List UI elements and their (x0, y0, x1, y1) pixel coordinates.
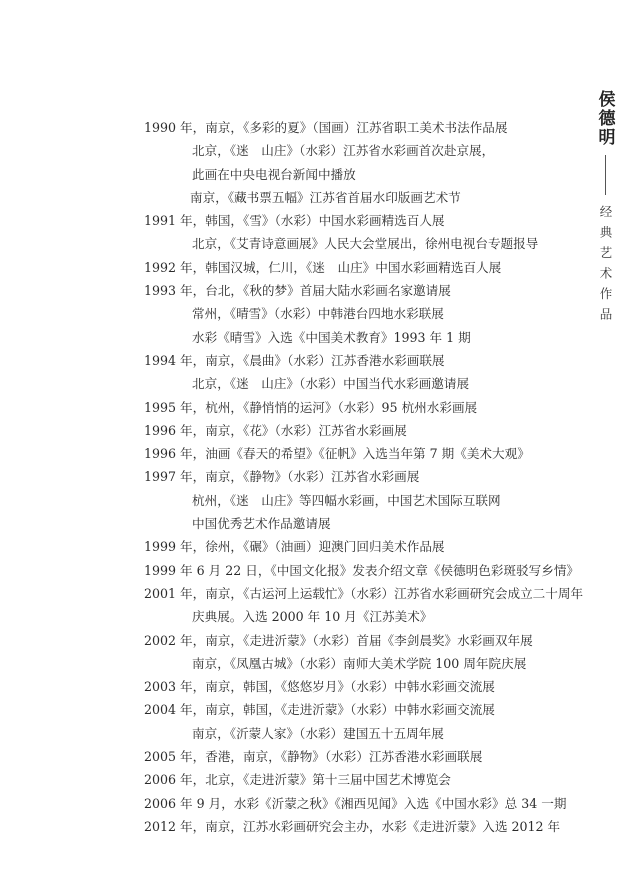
chronology-line: 北京，《迷 山庄》（水彩）中国当代水彩画邀请展 (192, 376, 470, 392)
chronology-line: 庆典展。入选 2000 年 10 月《江苏美术》 (192, 609, 433, 625)
chronology-line: 1992 年，韩国汉城，仁川，《迷 山庄》中国水彩画精选百人展 (144, 259, 502, 275)
chronology-line: 南京，《藏书票五幅》江苏省首届水印版画艺术节 (190, 189, 461, 205)
chronology-line: 1995 年，杭州，《静悄悄的运河》（水彩）95 杭州水彩画展 (144, 399, 478, 415)
chronology-line: 2002 年，南京，《走进沂蒙》（水彩）首届《李剑晨奖》水彩画双年展 (144, 632, 533, 648)
chronology-line: 杭州，《迷 山庄》等四幅水彩画，中国艺术国际互联网 (192, 492, 501, 508)
chronology-line: 1990 年，南京，《多彩的夏》（国画）江苏省职工美术书法作品展 (144, 120, 508, 135)
artist-name: 侯德明 (594, 90, 615, 147)
chronology-line: 北京，《艾青诗意画展》人民大会堂展出，徐州电视台专题报导 (192, 236, 539, 252)
chronology-line: 1996 年，南京，《花》（水彩）江苏省水彩画展 (144, 422, 407, 438)
chronology-line: 2006 年 9 月，水彩《沂蒙之秋》《湘西见闻》入选《中国水彩》总 34 一期 (144, 795, 567, 811)
chronology-line: 2001 年，南京，《古运河上运载忙》（水彩）江苏省水彩画研究会成立二十周年 (144, 585, 584, 601)
side-divider (605, 155, 606, 195)
chronology-line: 1999 年 6 月 22 日，《中国文化报》发表介绍文章《侯德明色彩斑驳写乡情》 (144, 562, 580, 578)
chronology-line: 常州，《晴雪》（水彩）中韩港台四地水彩联展 (192, 306, 444, 322)
side-header (594, 90, 616, 328)
chronology-line: 2004 年，南京，韩国，《走进沂蒙》（水彩）中韩水彩画交流展 (144, 702, 495, 718)
chronology-line: 南京，《沂蒙人家》（水彩）建国五十五周年展 (192, 725, 444, 741)
chronology-line: 中国优秀艺术作品邀请展 (192, 516, 331, 532)
chronology-line: 2012 年，南京，江苏水彩画研究会主办，水彩《走进沂蒙》入选 2012 年 (144, 818, 561, 834)
chronology-line: 1997 年，南京，《静物》（水彩）江苏省水彩画展 (144, 469, 420, 485)
chronology-line: 1993 年，台北，《秋的梦》首届大陆水彩画名家邀请展 (144, 283, 451, 299)
chronology-line: 2006 年，北京，《走进沂蒙》第十三届中国艺术博览会 (144, 772, 451, 788)
chronology-line: 2005 年，香港，南京，《静物》（水彩）江苏香港水彩画联展 (144, 749, 483, 765)
chronology-line: 1991 年，韩国，《雪》（水彩）中国水彩画精选百人展 (144, 213, 445, 229)
chronology-line: 1999 年，徐州，《碾》（油画）迎澳门回归美术作品展 (144, 539, 445, 555)
series-title: 经典艺术作品 (598, 205, 613, 328)
chronology-line: 2003 年，南京，韩国，《悠悠岁月》（水彩）中韩水彩画交流展 (144, 679, 495, 695)
chronology-line: 水彩《晴雪》入选《中国美术教育》1993 年 1 期 (192, 329, 471, 345)
chronology-line: 1996 年，油画《春天的希望》《征帆》入选当年第 7 期《美术大观》 (144, 446, 530, 462)
chronology-line: 南京，《凤凰古城》（水彩）南师大美术学院 100 周年院庆展 (192, 655, 527, 671)
exhibition-chronology (144, 116, 584, 838)
chronology-line: 北京，《迷 山庄》（水彩）江苏省水彩画首次赴京展， (192, 143, 495, 159)
chronology-line: 1994 年，南京，《晨曲》（水彩）江苏香港水彩画联展 (144, 352, 445, 368)
chronology-line: 此画在中央电视台新闻中播放 (192, 166, 356, 182)
